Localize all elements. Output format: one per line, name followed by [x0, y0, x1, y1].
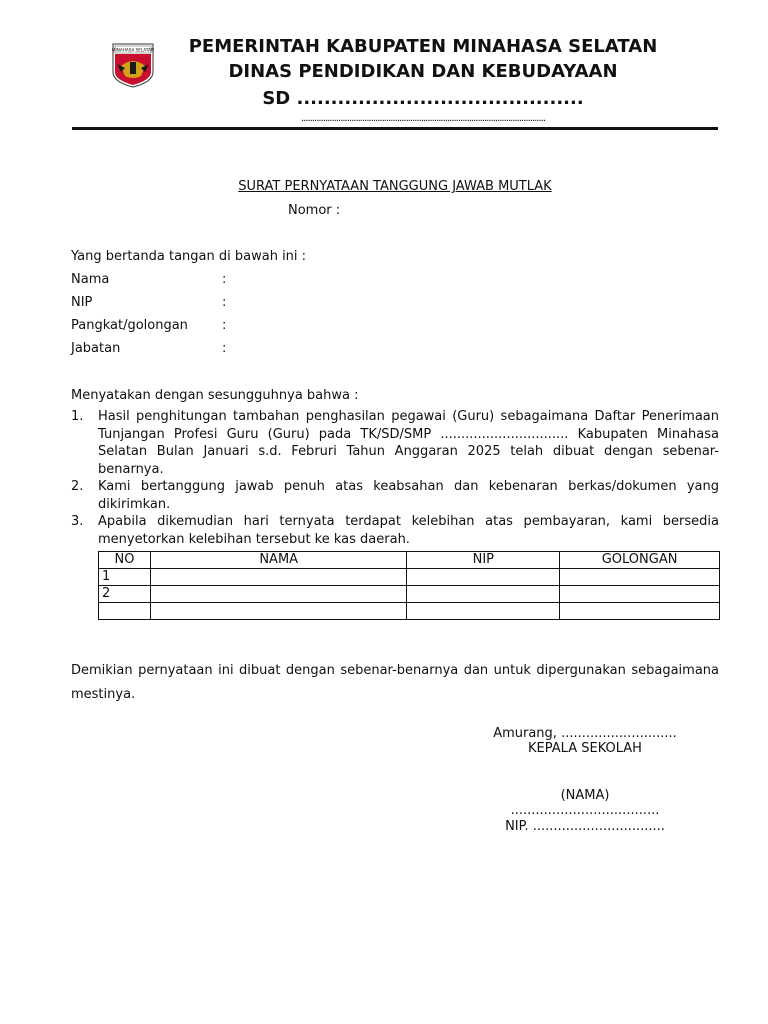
table-row [99, 569, 720, 586]
field-colon-pangkat: : [222, 318, 227, 333]
table-cell [407, 569, 560, 586]
field-label-pangkat: Pangkat/golongan [71, 318, 188, 333]
regency-logo [111, 42, 155, 86]
statement-intro: Menyatakan dengan sesungguhnya bahwa : [71, 388, 359, 403]
list-item: 2. Kami bertanggung jawab penuh atas keabsahan dan kebenaran berkas/dokumen yang dikirimkan. [71, 479, 719, 512]
field-colon-nama: : [222, 272, 227, 287]
list-item: 1. Hasil penghitungan tambahan penghasilan pegawai (Guru) sebagaimana Daftar Penerimaan Tunjangan Profesi Guru (Guru) pada TK/SD/SMP ............................... Kabupaten Minahasa Selatan Bulan Januari s.d. Februri Tahun Anggaran 2025 telah dibuat dengan sebenar-benarnya. [71, 409, 719, 477]
signature-name: (NAMA) [560, 788, 610, 803]
statement-list [71, 408, 719, 548]
table-cell [407, 586, 560, 603]
table-row [99, 603, 720, 620]
table-cell [407, 603, 560, 620]
table-cell: 2 [99, 586, 151, 603]
table-row [99, 586, 720, 603]
signature-nip: NIP. ................................ [505, 819, 665, 834]
column-header-no: NO [99, 552, 151, 569]
column-header-nama: NAMA [150, 552, 407, 569]
field-label-nip: NIP [71, 295, 93, 310]
column-header-nip: NIP [407, 552, 560, 569]
employee-table [98, 551, 720, 620]
field-label-nama: Nama [71, 272, 110, 287]
letterhead-school: SD .......................................... [262, 88, 584, 109]
signature-position: KEPALA SEKOLAH [528, 741, 642, 756]
table-header-row [99, 552, 720, 569]
table-cell [560, 586, 720, 603]
letterhead-address: ................................................................................................................ [300, 113, 545, 124]
document-title: SURAT PERNYATAAN TANGGUNG JAWAB MUTLAK [238, 179, 552, 194]
table-cell [150, 603, 407, 620]
list-item: 3. Apabila dikemudian hari ternyata terdapat kelebihan atas pembayaran, kami bersedia menyetorkan kelebihan tersebut ke kas daerah. [71, 514, 719, 547]
letterhead-divider [72, 127, 718, 130]
table-cell [99, 603, 151, 620]
letterhead-government: PEMERINTAH KABUPATEN MINAHASA SELATAN [188, 36, 658, 57]
logo-text: MINAHASA SELATAN [111, 47, 155, 53]
field-colon-jabatan: : [222, 341, 227, 356]
table-cell [150, 569, 407, 586]
table-cell [150, 586, 407, 603]
document-number: Nomor : [288, 203, 341, 218]
signature-place-date: Amurang, ............................ [493, 726, 677, 741]
closing-text: Demikian pernyataan ini dibuat dengan sebenar-benarnya dan untuk dipergunakan sebagaimana mestinya. [71, 663, 719, 702]
table-cell [560, 603, 720, 620]
field-colon-nip: : [222, 295, 227, 310]
regency-emblem-icon [111, 42, 155, 88]
column-header-golongan: GOLONGAN [560, 552, 720, 569]
table-cell [560, 569, 720, 586]
intro-text: Yang bertanda tangan di bawah ini : [71, 249, 307, 264]
table-cell: 1 [99, 569, 151, 586]
signature-name-dots: .................................... [510, 803, 660, 818]
letterhead-department: DINAS PENDIDIKAN DAN KEBUDAYAAN [228, 61, 618, 82]
field-label-jabatan: Jabatan [71, 341, 121, 356]
